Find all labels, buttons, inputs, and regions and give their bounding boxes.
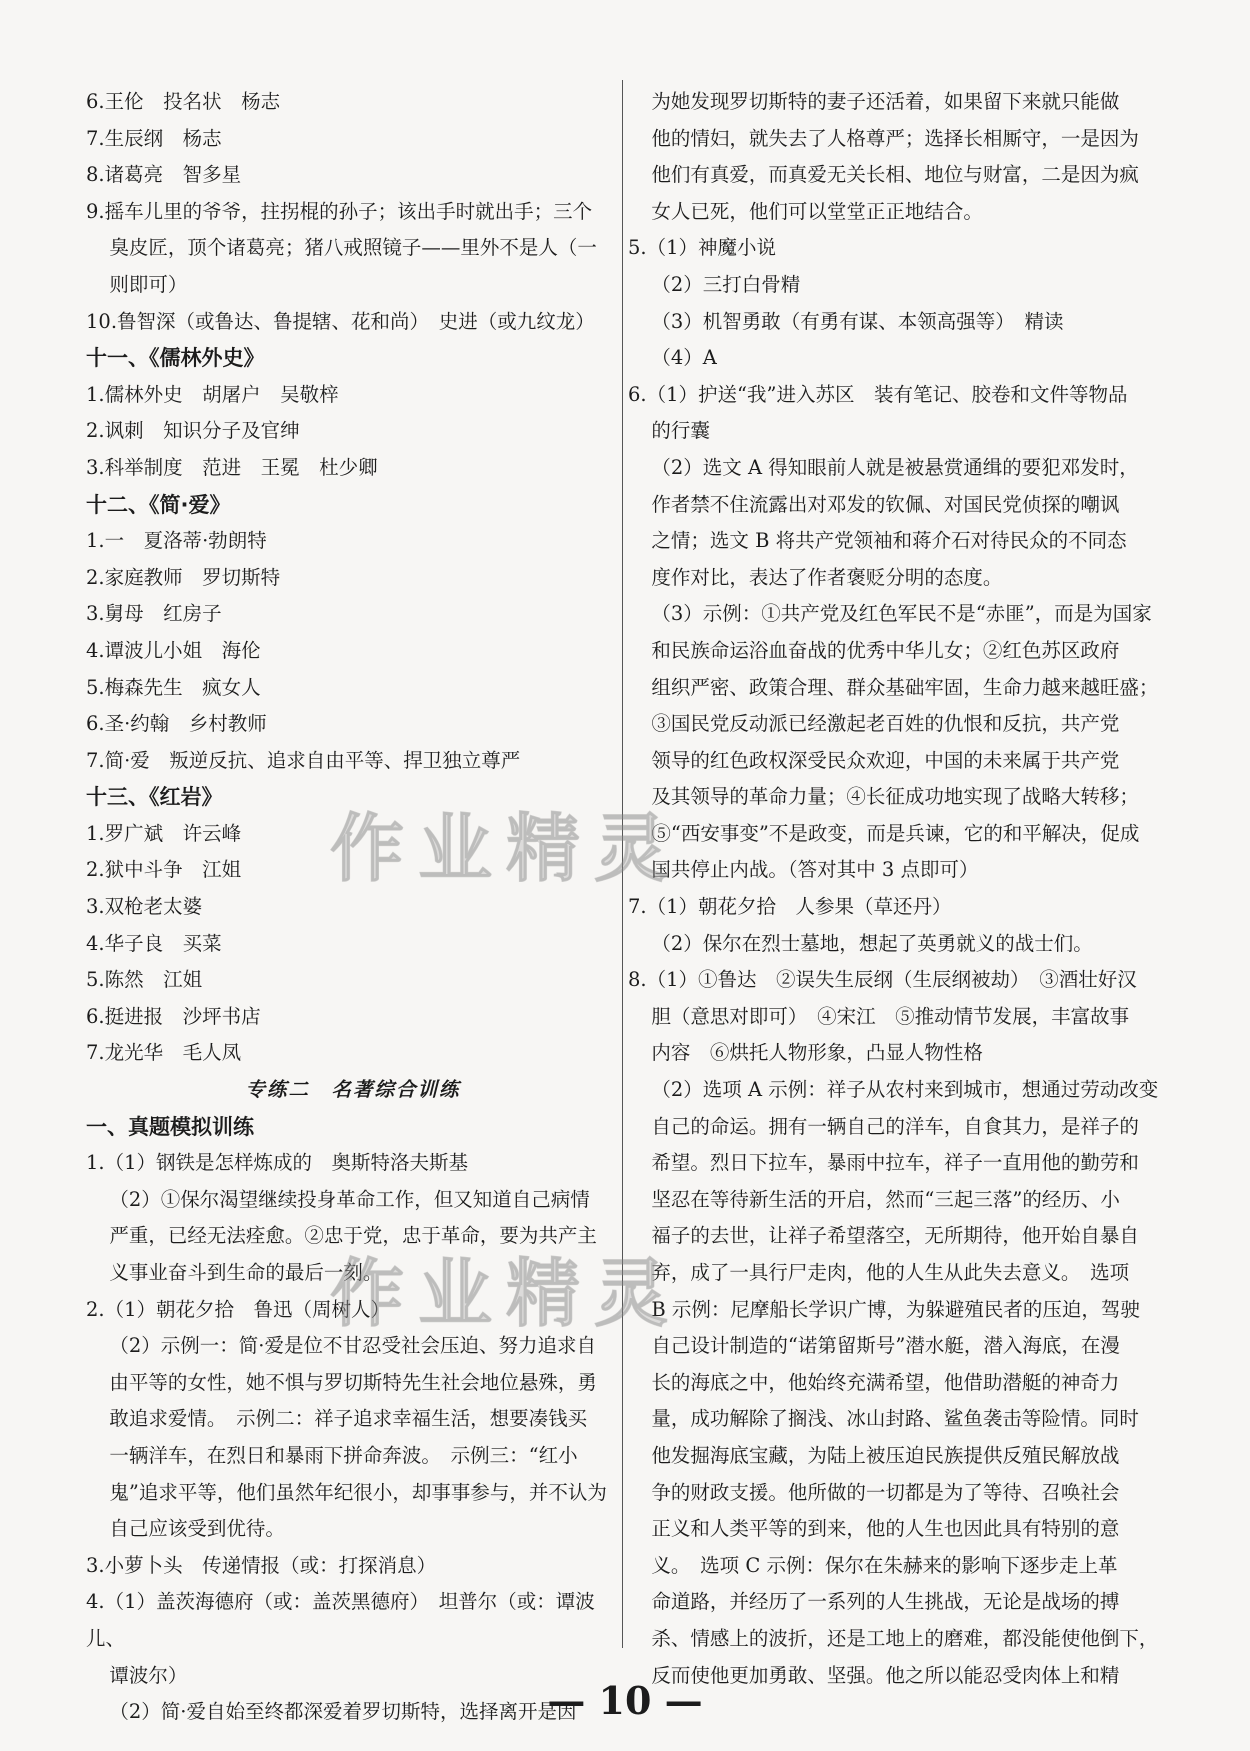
- text-line: 内容 ⑥烘托人物形象，凸显人物性格: [651, 1041, 983, 1065]
- text-line: （2）简·爱自始至终都深爱着罗切斯特，选择离开是因: [109, 1700, 577, 1724]
- right-column: [628, 84, 1166, 1694]
- text-line: 4.华子良 买菜: [86, 931, 222, 955]
- text-line: 义。 选项 C 示例：保尔在朱赫来的影响下逐步走上革: [651, 1553, 1118, 1577]
- text-line: 7.龙光华 毛人凤: [86, 1041, 242, 1065]
- text-line: （3）机智勇敢（有勇有谋、本领高强等） 精读: [651, 309, 1064, 333]
- text-line: 他们有真爱，而真爱无关长相、地位与财富，二是因为疯: [651, 163, 1139, 187]
- text-line: 争的财政支援。他所做的一切都是为了等待、召唤社会: [651, 1480, 1120, 1504]
- text-line: 3.小萝卜头 传递情报（或：打探消息）: [86, 1553, 437, 1577]
- text-line: 他发掘海底宝藏，为陆上被压迫民族提供反殖民解放战: [651, 1443, 1120, 1467]
- text-line: 福子的去世，让祥子希望落空，无所期待，他开始自暴自: [651, 1224, 1139, 1248]
- section-heading: 十三、《红岩》: [86, 785, 223, 810]
- text-line: 5.梅森先生 疯女人: [86, 675, 261, 699]
- text-line: 2.（1）朝花夕拾 鲁迅（周树人）: [86, 1297, 391, 1321]
- text-line: 3.双枪老太婆: [86, 895, 203, 919]
- text-line: 义事业奋斗到生命的最后一刻。: [109, 1261, 383, 1284]
- text-line: 希望。烈日下拉车，暴雨中拉车，祥子一直用他的勤劳和: [651, 1151, 1139, 1175]
- text-line: 6.王伦 投名状 杨志: [86, 90, 281, 113]
- text-line: 自己的命运。拥有一辆自己的洋车，自食其力，是祥子的: [651, 1114, 1139, 1138]
- text-line: 敢追求爱情。 示例二：祥子追求幸福生活，想要凑钱买: [109, 1407, 588, 1431]
- text-line: B 示例：尼摩船长学识广博，为躲避殖民者的压迫，驾驶: [651, 1297, 1140, 1321]
- text-line: 自己设计制造的“诺第留斯号”潜水艇，潜入海底，在漫: [651, 1334, 1120, 1358]
- text-line: 自己应该受到优待。: [109, 1517, 285, 1541]
- text-line: 1.一 夏洛蒂·勃朗特: [86, 529, 267, 553]
- watermark: 作业精灵: [330, 1251, 682, 1337]
- section-heading: 十一、《儒林外史》: [86, 346, 265, 371]
- text-line: 7.（1）朝花夕拾 人参果（草还丹）: [628, 895, 952, 919]
- text-line: 9.摇车儿里的爷爷，拄拐棍的孙子；该出手时就出手；三个: [86, 199, 593, 223]
- text-line: 8.诸葛亮 智多星: [86, 163, 242, 187]
- text-line: 坚忍在等待新生活的开启，然而“三起三落”的经历、小: [651, 1187, 1120, 1211]
- text-line: （3）示例：①共产党及红色军民不是“赤匪”，而是为国家: [651, 602, 1152, 626]
- text-line: 臭皮匠，顶个诸葛亮；猪八戒照镜子——里外不是人（一: [109, 236, 597, 260]
- text-line: 国共停止内战。（答对其中 3 点即可）: [651, 858, 979, 882]
- text-line: 6.挺进报 沙坪书店: [86, 1004, 261, 1028]
- text-line: 4.谭波儿小姐 海伦: [86, 638, 261, 662]
- text-line: 7.生辰纲 杨志: [86, 126, 222, 150]
- page-number: — 10 —: [547, 1678, 703, 1723]
- text-line: 则即可）: [109, 272, 188, 296]
- text-line: 正义和人类平等的到来，他的人生也因此具有特别的意: [651, 1517, 1120, 1541]
- text-line: 6.（1）护送“我”进入苏区 装有笔记、胶卷和文件等物品: [628, 382, 1128, 406]
- text-line: 及其领导的革命力量；④长征成功地实现了战略大转移；: [651, 785, 1139, 809]
- text-line: （2）选文 A 得知眼前人就是被悬赏通缉的要犯邓发时，: [651, 455, 1139, 479]
- text-line: 4.（1）盖茨海德府（或：盖茨黑德府） 坦普尔（或：谭波儿、: [86, 1590, 595, 1650]
- text-line: 鬼”追求平等，他们虽然年纪很小，却事事参与，并不认为: [109, 1480, 607, 1504]
- text-line: 的行囊: [651, 419, 710, 443]
- text-line: 1.罗广斌 许云峰: [86, 821, 242, 845]
- text-line: （2）三打白骨精: [651, 272, 801, 296]
- text-line: 弃，成了一具行尸走肉，他的人生从此失去意义。 选项: [651, 1261, 1130, 1284]
- text-line: 之情；选文 B 将共产党领袖和蒋介石对待民众的不同态: [651, 529, 1127, 553]
- text-line: 一辆洋车，在烈日和暴雨下拼命奔波。 示例三：“红小: [109, 1443, 578, 1467]
- text-line: 严重，已经无法痊愈。②忠于党，忠于革命，要为共产主: [109, 1224, 597, 1248]
- section-heading: 十二、《简·爱》: [86, 492, 231, 517]
- text-line: 1.儒林外史 胡屠户 吴敬梓: [86, 382, 339, 406]
- text-line: 谭波尔）: [109, 1663, 188, 1687]
- text-line: 由平等的女性，她不惧与罗切斯特先生社会地位悬殊，勇: [109, 1370, 597, 1394]
- text-line: （2）保尔在烈士墓地，想起了英勇就义的战士们。: [651, 931, 1093, 955]
- section-title: 专练二 名著综合训练: [245, 1078, 461, 1102]
- text-line: ⑤“西安事变”不是政变，而是兵谏，它的和平解决，促成: [651, 821, 1140, 845]
- text-line: 8.（1）①鲁达 ②误失生辰纲（生辰纲被劫） ③酒壮好汉: [628, 968, 1137, 992]
- text-line: 组织严密、政策合理、群众基础牢固，生命力越来越旺盛；: [651, 675, 1159, 699]
- text-line: 领导的红色政权深受民众欢迎，中国的未来属于共产党: [651, 748, 1120, 772]
- watermark: 作业精灵: [330, 806, 682, 892]
- text-line: 2.狱中斗争 江姐: [86, 858, 242, 882]
- text-line: 3.舅母 红房子: [86, 602, 222, 626]
- text-line: 命道路，并经历了一系列的人生挑战，无论是战场的搏: [651, 1590, 1120, 1614]
- text-line: 5.陈然 江姐: [86, 968, 203, 992]
- text-line: 杀、情感上的波折，还是工地上的磨难，都没能使他倒下，: [651, 1626, 1159, 1650]
- text-line: 反而使他更加勇敢、坚强。他之所以能忍受肉体上和精: [651, 1663, 1120, 1687]
- text-line: 量，成功解除了搁浅、冰山封路、鲨鱼袭击等险情。同时: [651, 1407, 1139, 1431]
- text-line: 度作对比，表达了作者褒贬分明的态度。: [651, 565, 1003, 589]
- section-heading: 一、真题模拟训练: [86, 1114, 254, 1139]
- text-line: 3.科举制度 范进 王冕 杜少卿: [86, 455, 378, 479]
- text-line: 6.圣·约翰 乡村教师: [86, 712, 267, 736]
- text-line: 5.（1）神魔小说: [628, 236, 777, 260]
- left-column: [86, 84, 620, 1731]
- text-line: 女人已死，他们可以堂堂正正地结合。: [651, 199, 983, 223]
- text-line: 2.讽刺 知识分子及官绅: [86, 419, 300, 443]
- text-line: 长的海底之中，他始终充满希望，他借助潜艇的神奇力: [651, 1370, 1120, 1394]
- text-line: （2）示例一：简·爱是位不甘忍受社会压迫、努力追求自: [109, 1334, 596, 1358]
- text-line: 作者禁不住流露出对邓发的钦佩、对国民党侦探的嘲讽: [651, 492, 1120, 516]
- text-line: 和民族命运浴血奋战的优秀中华儿女；②红色苏区政府: [651, 638, 1120, 662]
- text-line: 胆（意思对即可） ④宋江 ⑤推动情节发展，丰富故事: [651, 1004, 1130, 1028]
- text-line: 2.家庭教师 罗切斯特: [86, 565, 281, 589]
- text-line: 为她发现罗切斯特的妻子还活着，如果留下来就只能做: [651, 90, 1120, 113]
- text-line: （4）A: [651, 346, 717, 370]
- text-line: 他的情妇，就失去了人格尊严；选择长相厮守，一是因为: [651, 126, 1139, 150]
- text-line: 10.鲁智深（或鲁达、鲁提辖、花和尚） 史进（或九纹龙）: [86, 309, 595, 333]
- text-line: （2）①保尔渴望继续投身革命工作，但又知道自己病情: [109, 1187, 590, 1211]
- text-line: 1.（1）钢铁是怎样炼成的 奥斯特洛夫斯基: [86, 1151, 469, 1175]
- text-line: （2）选项 A 示例：祥子从农村来到城市，想通过劳动改变: [651, 1078, 1159, 1102]
- text-line: 7.简·爱 叛逆反抗、追求自由平等、捍卫独立尊严: [86, 748, 521, 772]
- text-line: ③国民党反动派已经激起老百姓的仇恨和反抗，共产党: [651, 712, 1120, 736]
